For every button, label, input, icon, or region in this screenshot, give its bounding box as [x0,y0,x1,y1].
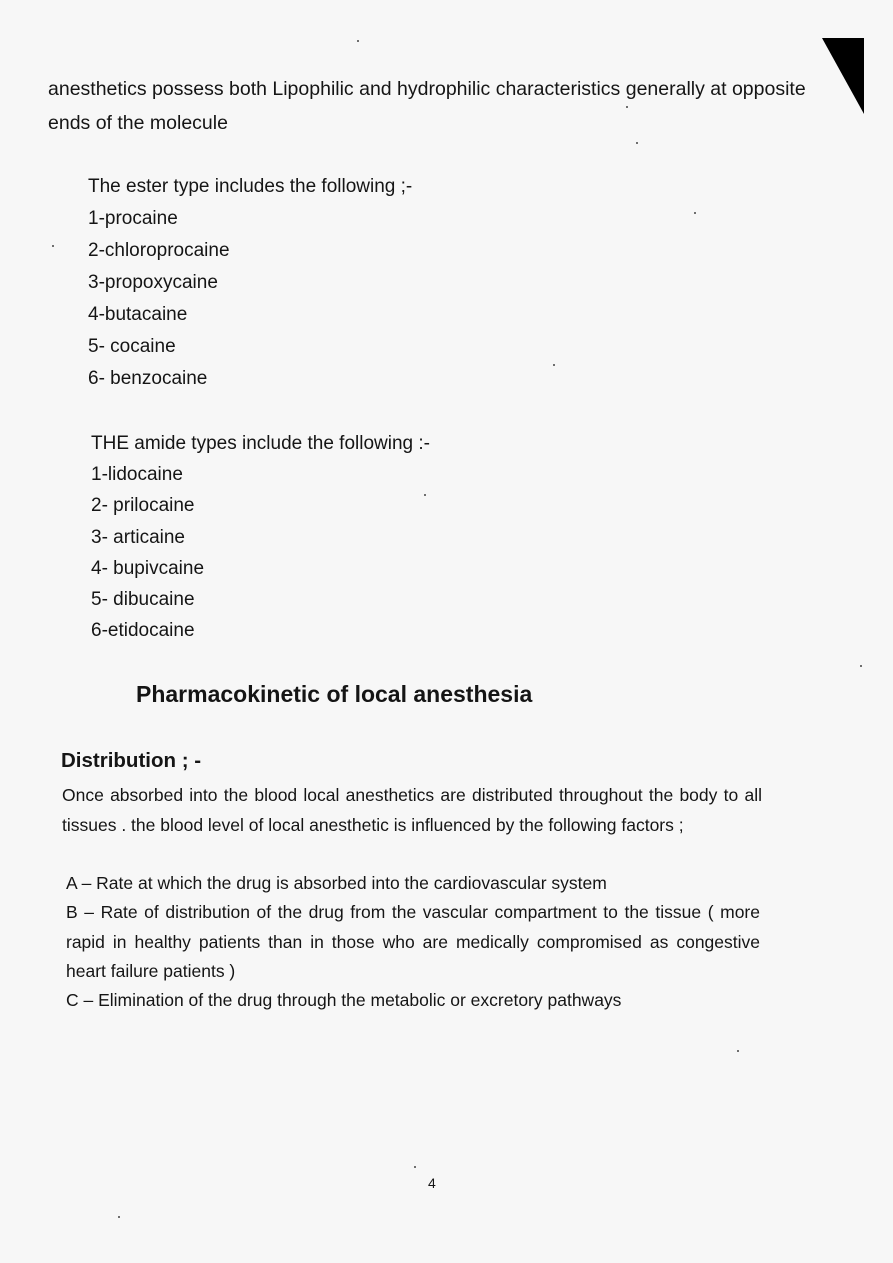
ester-list-section [88,171,412,395]
distribution-paragraph [62,780,762,840]
factor-item-b: B – Rate of distribution of the drug from the vascular compartment to the tissue ( more rapid in healthy patients than in those who are medically compromised as congestive heart failure patients ) [66,902,760,981]
factors-list [66,869,760,1015]
page-number: 4 [428,1175,436,1191]
list-item: 1-lidocaine [91,464,183,486]
list-item: 4- bupivcaine [91,557,205,579]
list-item: 5- cocaine [88,336,176,357]
amide-list-section [91,428,430,646]
list-item: 4-butacaine [88,304,188,325]
amide-list-heading: THE amide types include the following :- [91,433,430,454]
corner-mark-shape [822,38,864,114]
list-item: 6- benzocaine [88,368,208,389]
list-item: 1-procaine [88,208,178,229]
distribution-heading: Distribution ; - [61,749,202,772]
scan-speck [636,142,638,144]
scan-speck [118,1216,120,1218]
list-item: 3-propoxycaine [88,272,218,293]
ester-list [88,203,412,395]
distribution-text: Once absorbed into the blood local anesthetics are distributed throughout the body to all tissues . the blood level of local anesthetic is influenced by the following factors ; [62,785,762,835]
scan-speck [357,40,359,42]
amide-list [91,459,430,646]
scan-speck [553,364,555,366]
intro-paragraph [48,72,808,140]
scan-speck [737,1050,739,1052]
factor-item-c: C – Elimination of the drug through the metabolic or excretory pathways [66,990,622,1011]
ester-list-heading: The ester type includes the following ;- [88,176,413,197]
list-item: 2- prilocaine [91,495,195,517]
factor-item-a: A – Rate at which the drug is absorbed into the cardiovascular system [66,873,607,893]
intro-text: anesthetics possess both Lipophilic and hydrophilic characteristics generally at opposite ends of the molecule [48,78,806,134]
scan-speck [424,494,426,496]
list-item: 3- articaine [91,526,185,548]
scan-speck [52,245,54,247]
scan-speck [860,665,862,667]
scan-speck [414,1166,416,1168]
list-item: 2-chloroprocaine [88,240,230,261]
scan-speck [626,106,628,108]
list-item: 6-etidocaine [91,620,195,642]
section-title: Pharmacokinetic of local anesthesia [136,681,533,707]
scan-speck [694,212,696,214]
list-item: 5- dibucaine [91,589,195,611]
